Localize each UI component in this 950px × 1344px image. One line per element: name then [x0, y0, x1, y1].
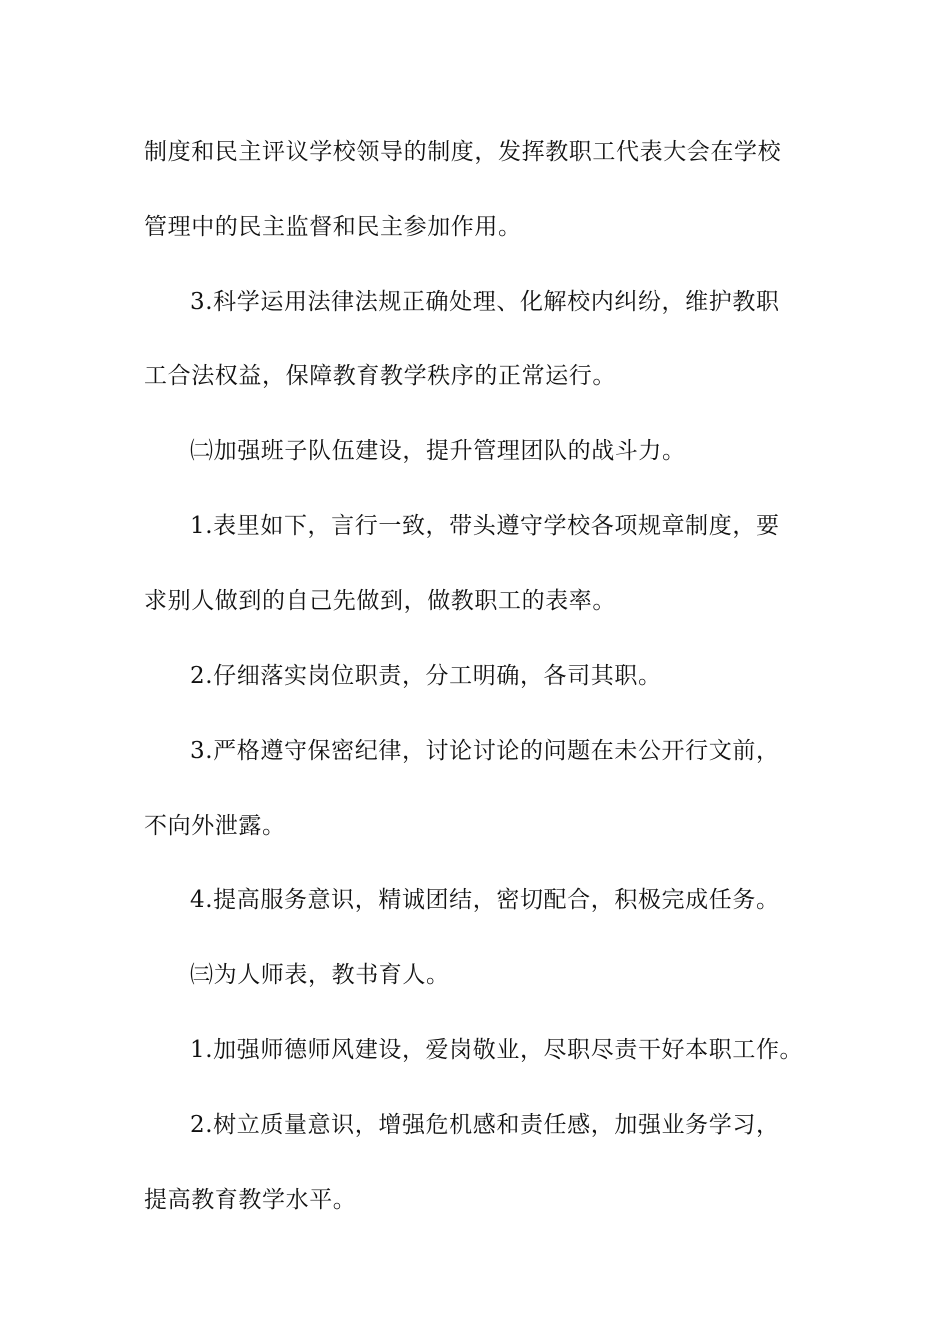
text-line: 提高教育教学水平。: [144, 1187, 357, 1213]
text-line: 不向外泄露。: [144, 813, 286, 839]
paragraph-item: 1.加强师德师风建设，爱岗敬业，尽职尽责干好本职工作。: [190, 1037, 804, 1063]
paragraph-item: 2.仔细落实岗位职责，分工明确，各司其职。: [190, 663, 662, 689]
paragraph-item: 1.表里如下，言行一致，带头遵守学校各项规章制度，要: [190, 513, 780, 539]
paragraph-item: 3.严格遵守保密纪律，讨论讨论的问题在未公开行文前，: [190, 738, 780, 764]
text-line: 求别人做到的自己先做到，做教职工的表率。: [144, 588, 616, 614]
text-line: 管理中的民主监督和民主参加作用。: [144, 214, 522, 240]
text-line: 制度和民主评议学校领导的制度，发挥教职工代表大会在学校: [144, 139, 782, 165]
paragraph-item: 3.科学运用法律法规正确处理、化解校内纠纷，维护教职: [190, 289, 780, 315]
paragraph-item: 4.提高服务意识，精诚团结，密切配合，积极完成任务。: [190, 887, 780, 913]
text-line: 工合法权益，保障教育教学秩序的正常运行。: [144, 363, 616, 389]
paragraph-item: 2.树立质量意识，增强危机感和责任感，加强业务学习，: [190, 1112, 780, 1138]
section-heading: ㈢为人师表，教书育人。: [190, 962, 450, 988]
section-heading: ㈡加强班子队伍建设，提升管理团队的战斗力。: [190, 438, 686, 464]
